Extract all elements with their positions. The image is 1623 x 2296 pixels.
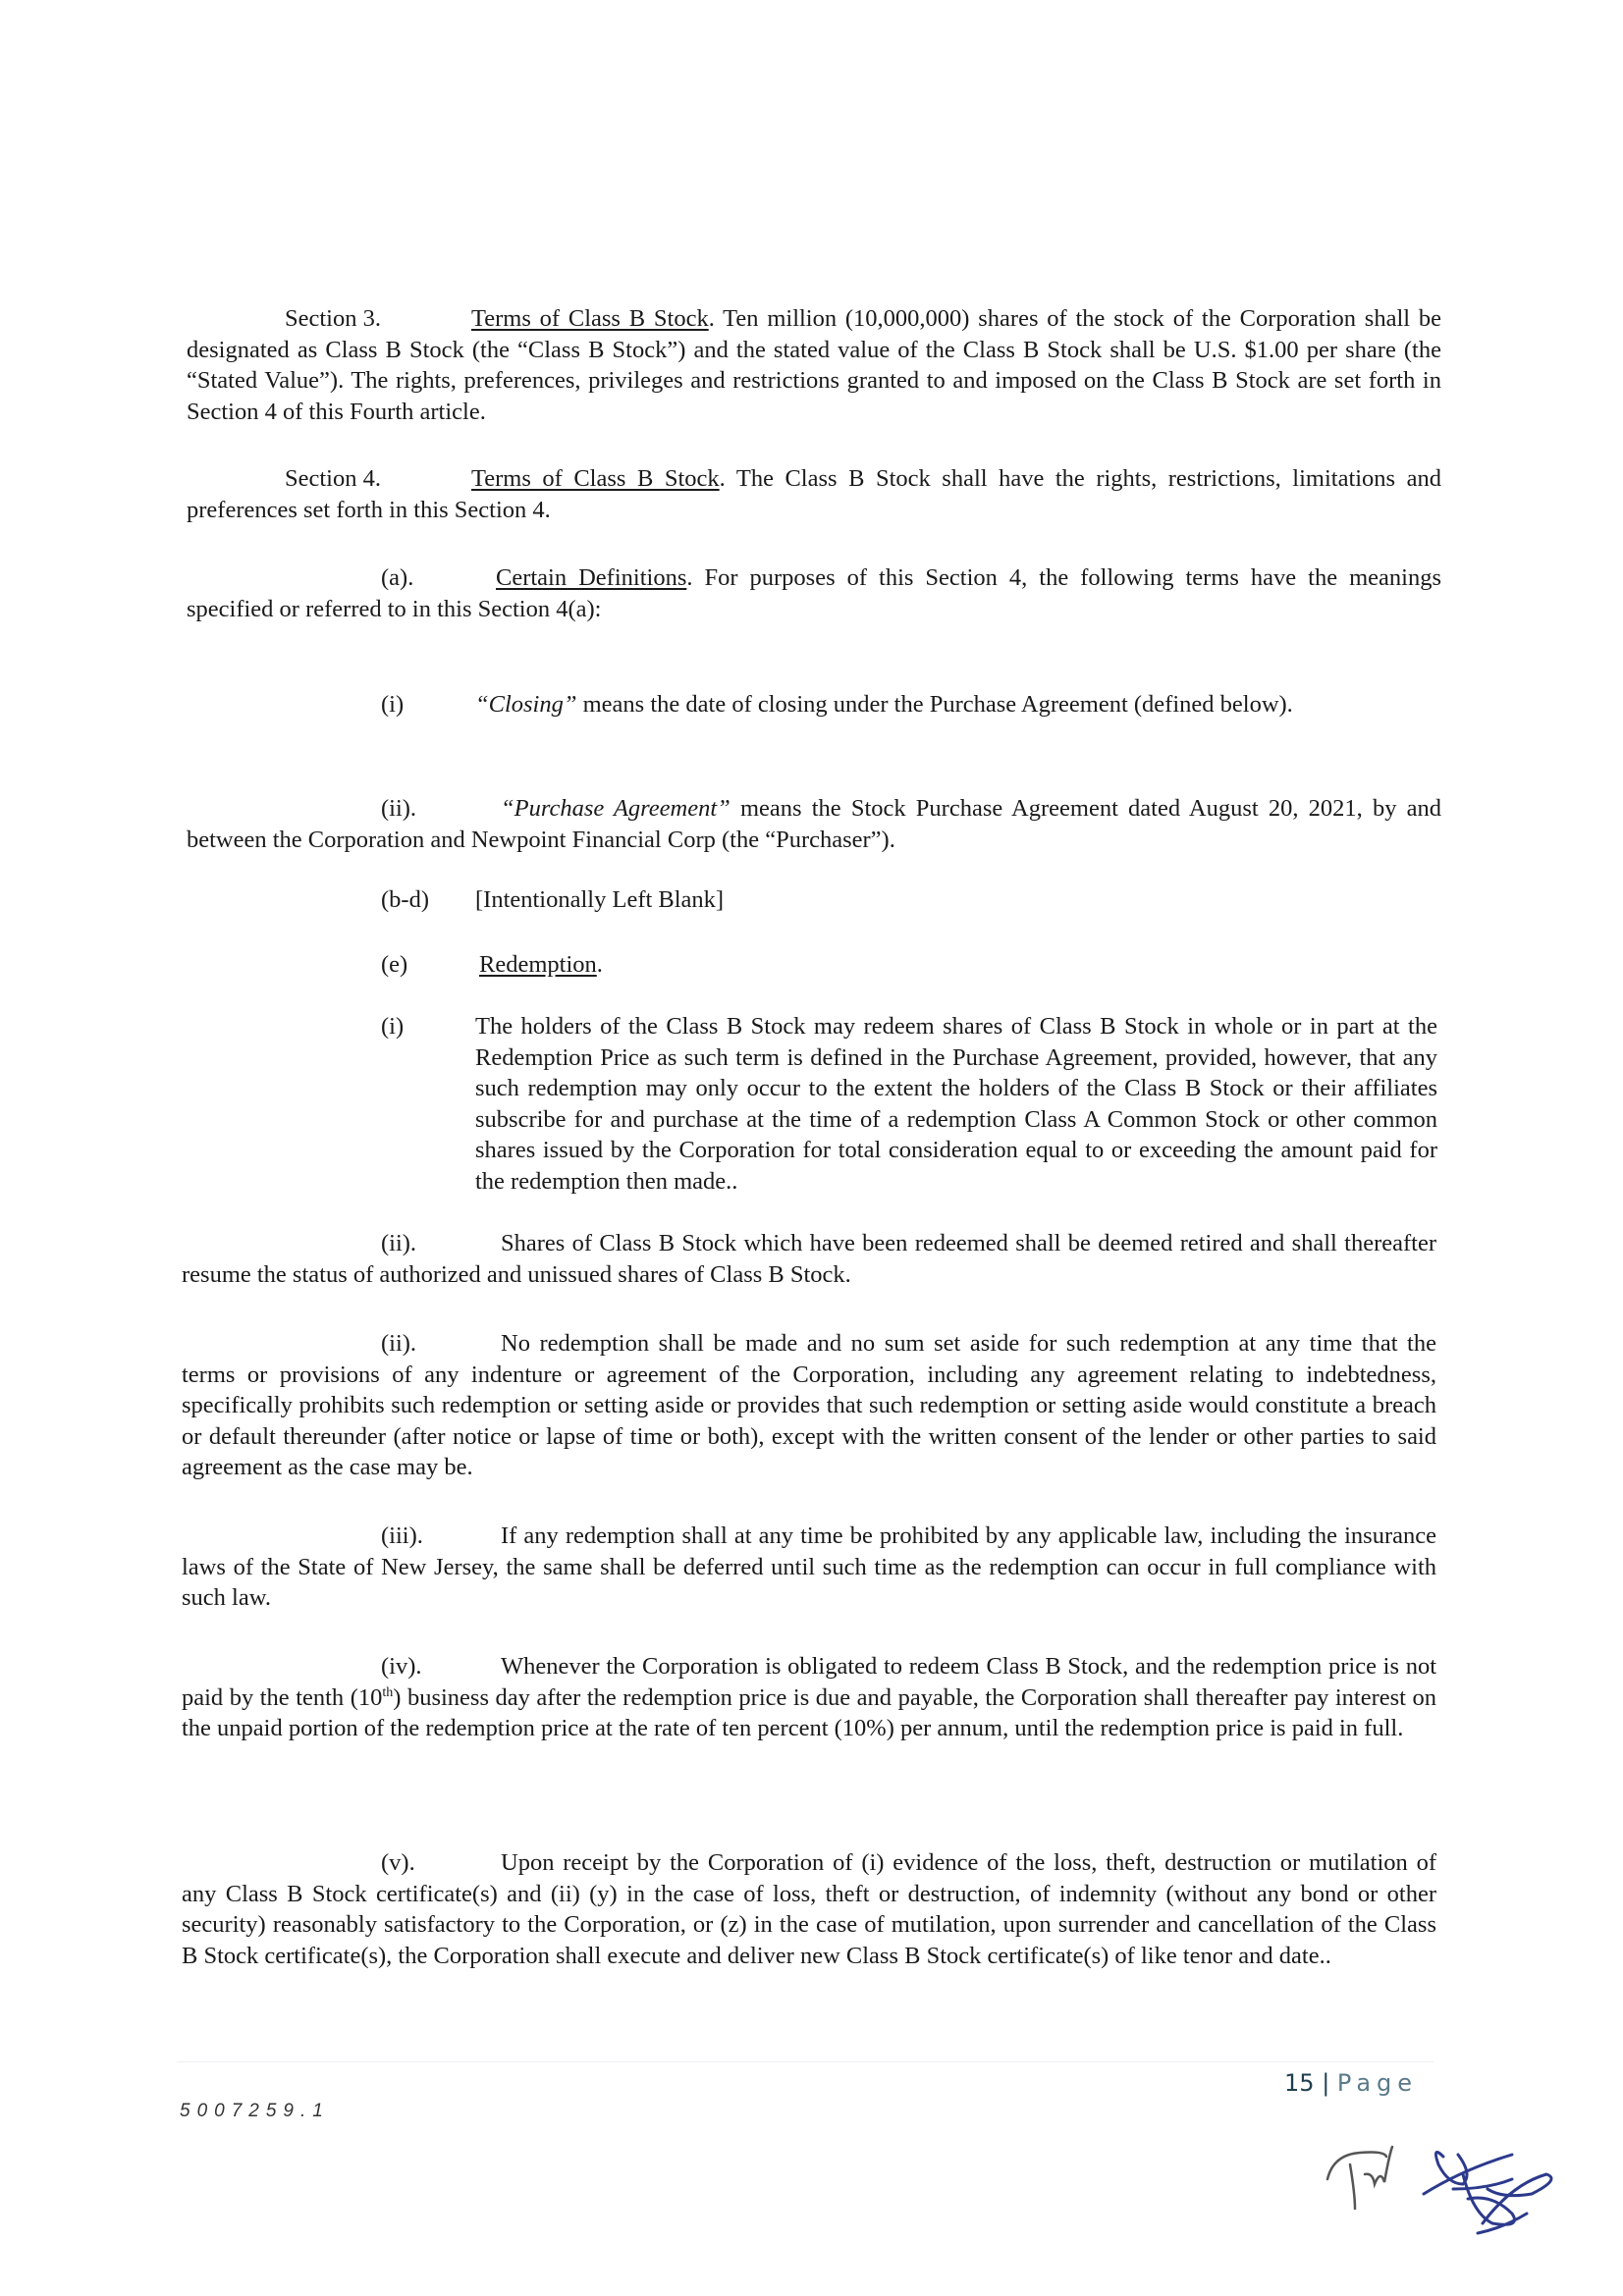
superscript: th xyxy=(382,1684,394,1700)
redemption-item-ii-restriction xyxy=(182,1328,1436,1483)
redemption-item-ii xyxy=(182,1228,1436,1290)
definition-closing xyxy=(187,689,1441,721)
section-3-paragraph xyxy=(187,303,1441,427)
section-text: . The Class B Stock shall have the rights, restrictions, limitations and preferences set forth in this Section 4. xyxy=(187,465,1441,523)
subsection-b-d xyxy=(187,884,1441,916)
item-label: (iii). xyxy=(381,1522,423,1549)
item-label: (v). xyxy=(381,1849,415,1876)
item-text: If any redemption shall at any time be prohibited by any applicable law, including the insurance laws of the State of New Jersey, the same shall be deferred until such time as the redemption can occur in full compliance with such law. xyxy=(182,1522,1436,1612)
section-heading: Terms of Class B Stock xyxy=(471,305,709,332)
item-label: (ii). xyxy=(381,1330,417,1357)
section-heading: Terms of Class B Stock xyxy=(471,465,720,492)
redemption-item-v xyxy=(182,1847,1436,1971)
item-text: Whenever the Corporation is obligated to redeem Class B Stock, and the redemption price is not paid by the tenth (10 xyxy=(182,1653,1436,1711)
definition-text: means the date of closing under the Purchase Agreement (defined below). xyxy=(576,691,1293,718)
item-text: Upon receipt by the Corporation of (i) evidence of the loss, theft, destruction or mutilation of any Class B Stock certificate(s) and (ii) (y) in the case of loss, theft or destruction, of indemnity (without any bond or other security) reasonably satisfactory to the Corporation, or (z) in the case of mutilation, upon surrender and cancellation of the Class B Stock certificate(s), the Corporation shall execute and deliver new Class B Stock certificate(s) of like tenor and date.. xyxy=(182,1849,1436,1969)
item-text: [Intentionally Left Blank] xyxy=(475,886,725,913)
document-id: 5007259.1 xyxy=(180,2101,330,2121)
item-text: ) business day after the redemption price is due and payable, the Corporation shall thereafter pay interest on the unpaid portion of the redemption price at the rate of ten percent (10%) per annum, until the redemption price is paid in full. xyxy=(182,1683,1437,1742)
subsection-heading: Redemption xyxy=(479,951,597,978)
defined-term: “Purchase Agreement” xyxy=(501,795,730,822)
defined-term: “Closing” xyxy=(475,691,577,718)
section-4-paragraph xyxy=(187,463,1441,525)
section-label: Section 3. xyxy=(285,305,381,332)
subsection-text: . For purposes of this Section 4, the following terms have the meanings specified or referred to in this Section 4(a): xyxy=(187,564,1441,622)
item-label: (b-d) xyxy=(381,886,429,913)
item-label: (iv). xyxy=(381,1653,422,1680)
item-label: (i) xyxy=(381,691,405,718)
page-number xyxy=(1284,2069,1418,2097)
definition-purchase-agreement xyxy=(187,793,1441,855)
subsection-heading: Certain Definitions xyxy=(496,564,687,591)
item-text: Shares of Class B Stock which have been redeemed shall be deemed retired and shall thereafter resume the status of authorized and unissued shares of Class B Stock. xyxy=(182,1230,1436,1288)
subsection-label: (a). xyxy=(381,564,414,591)
section-text: . Ten million (10,000,000) shares of the stock of the Corporation shall be designated as Class B Stock (the “Class B Stock”) and the stated value of the Class B Stock shall be U.S. $1.00 per share (the “Stated Value”). The rights, preferences, privileges and restrictions granted to and imposed on the Class B Stock are set forth in Section 4 of this Fourth article. xyxy=(187,305,1441,425)
redemption-item-iii xyxy=(182,1521,1436,1614)
item-text: . xyxy=(596,951,603,978)
redemption-item-iv xyxy=(182,1651,1436,1744)
page-word: Page xyxy=(1336,2069,1419,2097)
item-label: (e) xyxy=(381,951,408,978)
item-text: The holders of the Class B Stock may redeem shares of Class B Stock in whole or in part at the Redemption Price as such term is defined in the Purchase Agreement, provided, however, that any such redemption may only occur to the extent the holders of the Class B Stock or their affiliates subscribe for and purchase at the time of a redemption Class A Common Stock or other common shares issued by the Corporation for total consideration equal to or exceeding the amount paid for the redemption then made.. xyxy=(475,1013,1437,1195)
item-text: No redemption shall be made and no sum set aside for such redemption at any time that the terms or provisions of any indenture or agreement of the Corporation, including any agreement relating to indebtedness, specifically prohibits such redemption or setting aside or provides that such redemption or setting aside would constitute a breach or default thereunder (after notice or lapse of time or both), except with the written consent of the lender or other parties to said agreement as the case may be. xyxy=(182,1330,1436,1481)
section-label: Section 4. xyxy=(285,465,381,492)
definition-text: means the Stock Purchase Agreement dated August 20, 2021, by and between the Corporation and Newpoint Financial Corp (the “Purchaser”). xyxy=(187,795,1441,853)
item-label: (ii). xyxy=(381,1230,417,1256)
redemption-item-i xyxy=(381,1011,1441,1195)
item-label: (ii). xyxy=(381,795,417,822)
page-separator: | xyxy=(1322,2069,1330,2097)
subsection-a-paragraph xyxy=(187,562,1441,624)
item-label: (i) xyxy=(381,1013,405,1040)
initials-signature xyxy=(1316,2135,1571,2263)
footer-divider xyxy=(177,2061,1434,2062)
page-number-value: 15 xyxy=(1284,2069,1315,2097)
subsection-e xyxy=(187,949,1441,981)
